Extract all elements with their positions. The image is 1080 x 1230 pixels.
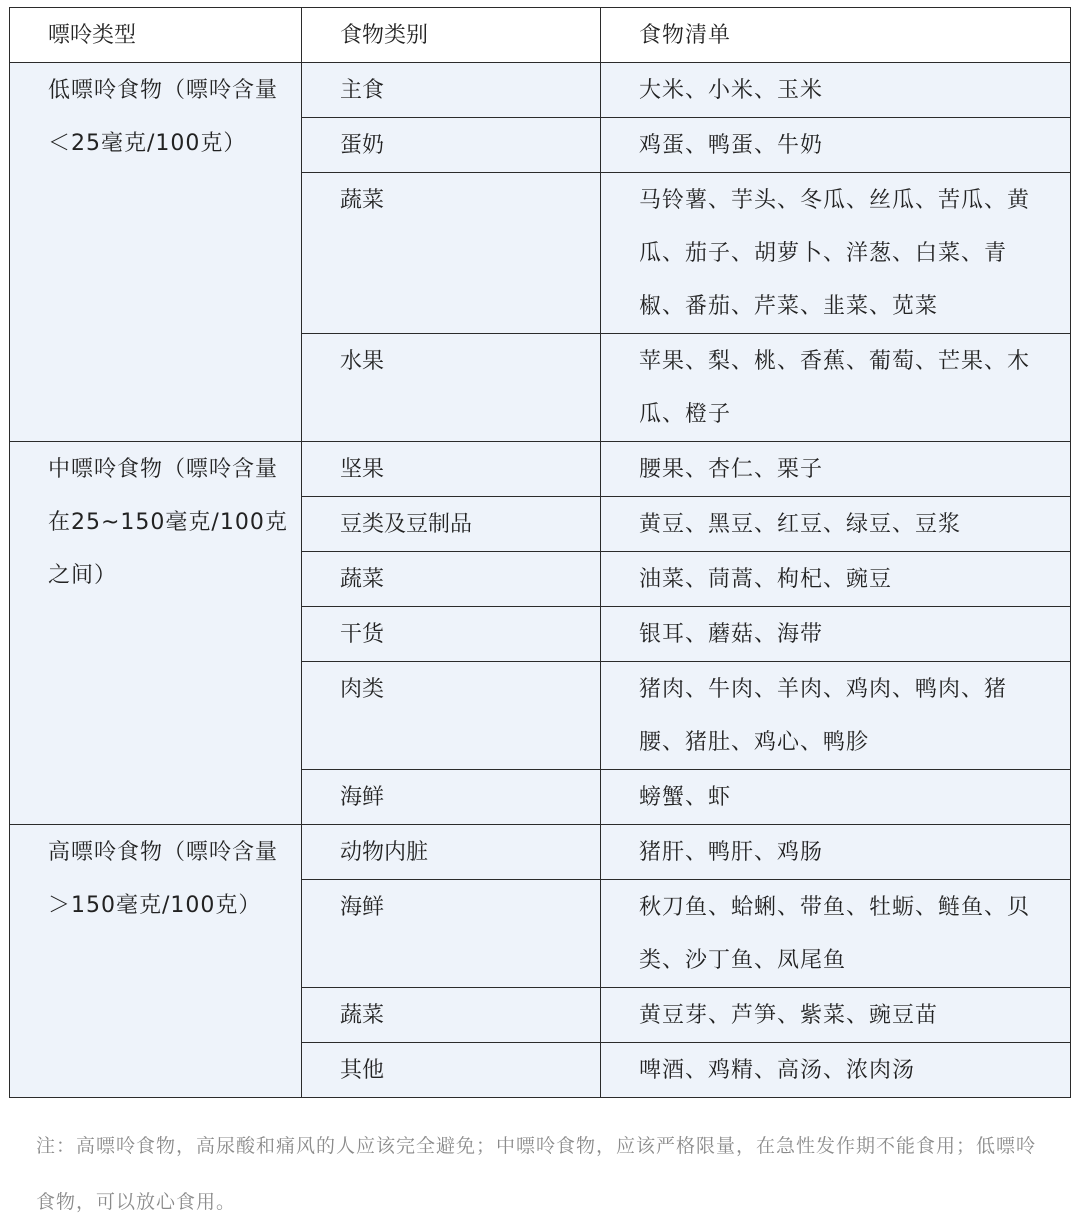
- food-category: 海鲜: [302, 880, 601, 988]
- food-category: 蔬菜: [302, 988, 601, 1043]
- food-list: 黄豆、黑豆、红豆、绿豆、豆浆: [601, 497, 1071, 552]
- purine-type-medium: 中嘌呤食物（嘌呤含量在25~150毫克/100克之间）: [10, 442, 302, 825]
- food-category: 主食: [302, 63, 601, 118]
- food-list: 油菜、茼蒿、枸杞、豌豆: [601, 552, 1071, 607]
- purine-type-low: 低嘌呤食物（嘌呤含量＜25毫克/100克）: [10, 63, 302, 442]
- food-list: 黄豆芽、芦笋、紫菜、豌豆苗: [601, 988, 1071, 1043]
- food-list: 秋刀鱼、蛤蜊、带鱼、牡蛎、鲢鱼、贝类、沙丁鱼、凤尾鱼: [601, 880, 1071, 988]
- table-row: [10, 442, 1071, 497]
- food-category: 水果: [302, 334, 601, 442]
- food-category: 其他: [302, 1043, 601, 1098]
- food-list: 猪肉、牛肉、羊肉、鸡肉、鸭肉、猪腰、猪肚、鸡心、鸭胗: [601, 662, 1071, 770]
- food-category: 动物内脏: [302, 825, 601, 880]
- food-category: 海鲜: [302, 770, 601, 825]
- food-category: 蔬菜: [302, 173, 601, 334]
- food-list: 螃蟹、虾: [601, 770, 1071, 825]
- food-category: 肉类: [302, 662, 601, 770]
- header-food-category: 食物类别: [302, 8, 601, 63]
- table-row: [10, 63, 1071, 118]
- purine-food-table: [9, 7, 1071, 1098]
- food-list: 马铃薯、芋头、冬瓜、丝瓜、苦瓜、黄瓜、茄子、胡萝卜、洋葱、白菜、青椒、番茄、芹菜、韭菜、苋菜: [601, 173, 1071, 334]
- food-category: 豆类及豆制品: [302, 497, 601, 552]
- footnote: 注：高嘌呤食物，高尿酸和痛风的人应该完全避免；中嘌呤食物，应该严格限量，在急性发作期不能食用；低嘌呤食物，可以放心食用。: [36, 1135, 1037, 1213]
- table-header-row: [10, 8, 1071, 63]
- food-category: 蛋奶: [302, 118, 601, 173]
- food-list: 苹果、梨、桃、香蕉、葡萄、芒果、木瓜、橙子: [601, 334, 1071, 442]
- food-list: 鸡蛋、鸭蛋、牛奶: [601, 118, 1071, 173]
- food-list: 猪肝、鸭肝、鸡肠: [601, 825, 1071, 880]
- food-list: 大米、小米、玉米: [601, 63, 1071, 118]
- table-row: [10, 825, 1071, 880]
- header-purine-type: 嘌呤类型: [10, 8, 302, 63]
- food-list: 银耳、蘑菇、海带: [601, 607, 1071, 662]
- food-category: 蔬菜: [302, 552, 601, 607]
- food-list: 啤酒、鸡精、高汤、浓肉汤: [601, 1043, 1071, 1098]
- food-list: 腰果、杏仁、栗子: [601, 442, 1071, 497]
- food-category: 干货: [302, 607, 601, 662]
- food-category: 坚果: [302, 442, 601, 497]
- header-food-list: 食物清单: [601, 8, 1071, 63]
- purine-type-high: 高嘌呤食物（嘌呤含量＞150毫克/100克）: [10, 825, 302, 1098]
